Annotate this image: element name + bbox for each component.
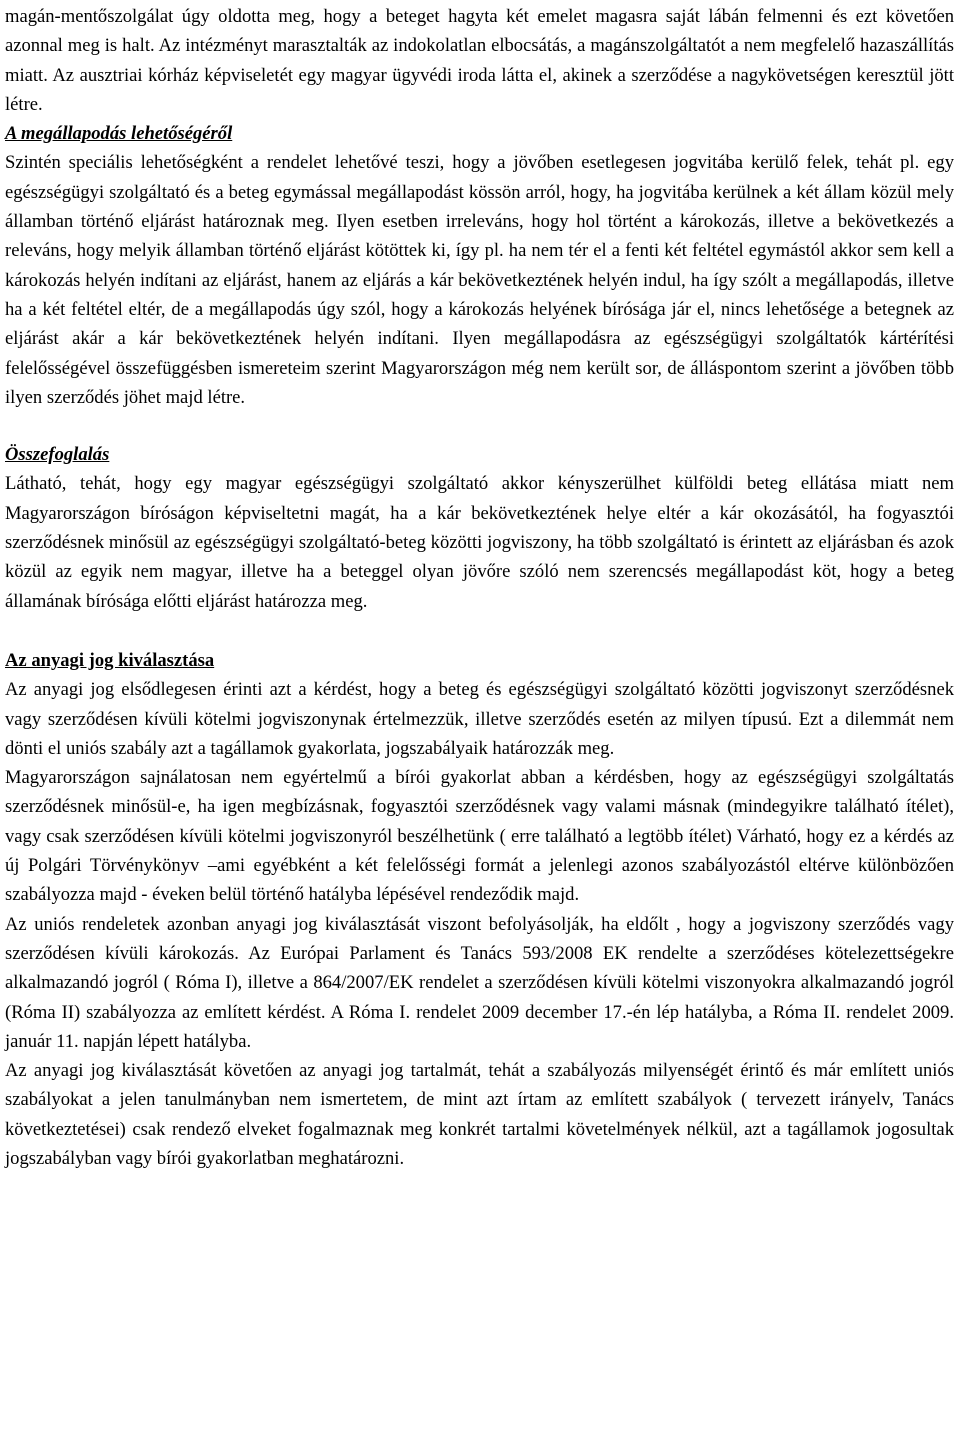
law-heading: Az anyagi jog kiválasztása <box>5 649 215 671</box>
law-paragraph-3: Az uniós rendeletek azonban anyagi jog kiválasztását viszont befolyásolják, ha eldőlt , hogy a jogviszony szerződés vagy szerződésen kívüli károkozás. Az Európai Parlament és Tanács 593/2008 EK rendelte a szerződéses kötelezettségekre alkalmazandó jogról ( Róma I), illetve a 864/2007/EK rendelet a szerződésen kívüli kötelmi viszonyokra alkalmazandó jogról (Róma II) szabályozza az említett kérdést. A Róma I. rendelet 2009 december 17.-én lép hatályba, a Róma II. rendelet 2009. január 11. napján lépett hatályba. <box>5 913 954 1052</box>
section-spacer <box>5 412 954 440</box>
agreement-heading: A megállapodás lehetőségéről <box>5 123 233 145</box>
intro-paragraph: magán-mentőszolgálat úgy oldotta meg, hogy a beteget hagyta két emelet magasra saját lábán felmenni és ezt követően azonnal meg is halt. Az intézményt marasztalták az indokolatlan elbocsátás, a magánszolgáltatót a nem megfelelő hazaszállítás miatt. Az ausztriai kórház képviseletét egy magyar ügyvédi iroda látta el, akinek a szerződése a nagykövetségen keresztül jött létre. <box>5 6 954 115</box>
law-paragraph-4: Az anyagi jog kiválasztását követően az anyagi jog tartalmát, tehát a szabályozás milyenségét érintő és már említett uniós szabályokat a jelen tanulmányban nem ismertetem, de mint azt írtam az említett szabályok ( tervezett irányelv, Tanács következtetései) csak rendező elveket fogalmaznak meg konkrét tartalmi követelmények nélkül, azt a tagállamok jogosultak jogszabályban vagy bírói gyakorlatban meghatározni. <box>5 1060 954 1169</box>
law-paragraph-1: Az anyagi jog elsődlegesen érinti azt a kérdést, hogy a beteg és egészségügyi szolgáltató közötti jogviszonyt szerződésnek vagy szerződésen kívüli kötelmi jogviszonynak értelmezzük, illetve szerződés esetén az milyen típusú. Ezt a dilemmát nem dönti el uniós szabály azt a tagállamok gyakorlata, jogszabályaik határozzák meg. <box>5 679 954 759</box>
summary-paragraph: Látható, tehát, hogy egy magyar egészségügyi szolgáltató akkor kényszerülhet külföldi beteg ellátása miatt nem Magyarországon bíróságon képviseltetni magát, ha a kár bekövetkeztének helye eltér a kár okozásától, ha fogyasztói szerződésnek minősül az egészségügyi szolgáltató-beteg közötti jogviszony, ha több szolgáltató is érintett az eljárásban és azok közül az egyik nem magyar, illetve ha a beteggel olyan jövőre szóló nem szerencsés megállapodást köt, hogy a beteg államának bírósága előtti eljárást határozza meg. <box>5 473 954 612</box>
law-paragraph-2: Magyarországon sajnálatosan nem egyértelmű a bírói gyakorlat abban a kérdésben, hogy az egészségügyi szolgáltatás szerződésnek minősül-e, ha igen megbízásnak, fogyasztói szerződésnek vagy valami másnak (mindegyikre található ítélet), vagy csak szerződésen kívüli kötelmi jogviszonyról beszélhetünk ( erre található a legtöbb ítélet) Várható, hogy ez a kérdés az új Polgári Törvénykönyv –ami egyébként a két felelősségi formát a jelenlegi azonos szabályozástól eltérve különbözően szabályozza majd - éveken belül történő hatályba lépésével rendeződik majd. <box>5 767 954 906</box>
section-spacer <box>5 616 954 646</box>
agreement-paragraph: Szintén speciális lehetőségként a rendelet lehetővé teszi, hogy a jövőben esetlegesen jogvitába kerülő felek, tehát pl. egy egészségügyi szolgáltató és a beteg egymással megállapodást kössön arról, hogy, ha jogvitába kerülnek a két állam közül mely államban történő eljárást határoznak meg. Ilyen esetben irreleváns, hogy hol történt a károkozás, illetve a bekövetkezés a releváns, hogy melyik államban történő eljárást kötöttek ki, így pl. ha nem tér el a fenti két feltétel egymástól akkor sem kell a károkozás helyén indítani az eljárást, hanem az eljárás a kár bekövetkeztének helyén indul, ha így szólt a megállapodás, illetve ha a két feltétel eltér, de a megállapodás úgy szól, hogy a károkozás helyének bírósága jár el, nincs lehetősége a betegnek az eljárást akár a kár bekövetkeztének helyén indítani. Ilyen megállapodásra az egészségügyi szolgáltatók kártérítési felelősségével összefüggésben ismereteim szerint Magyarországon még nem került sor, de álláspontom szerint a jövőben több ilyen szerződés jöhet majd létre. <box>5 152 954 408</box>
summary-heading: Összefoglalás <box>5 444 110 466</box>
